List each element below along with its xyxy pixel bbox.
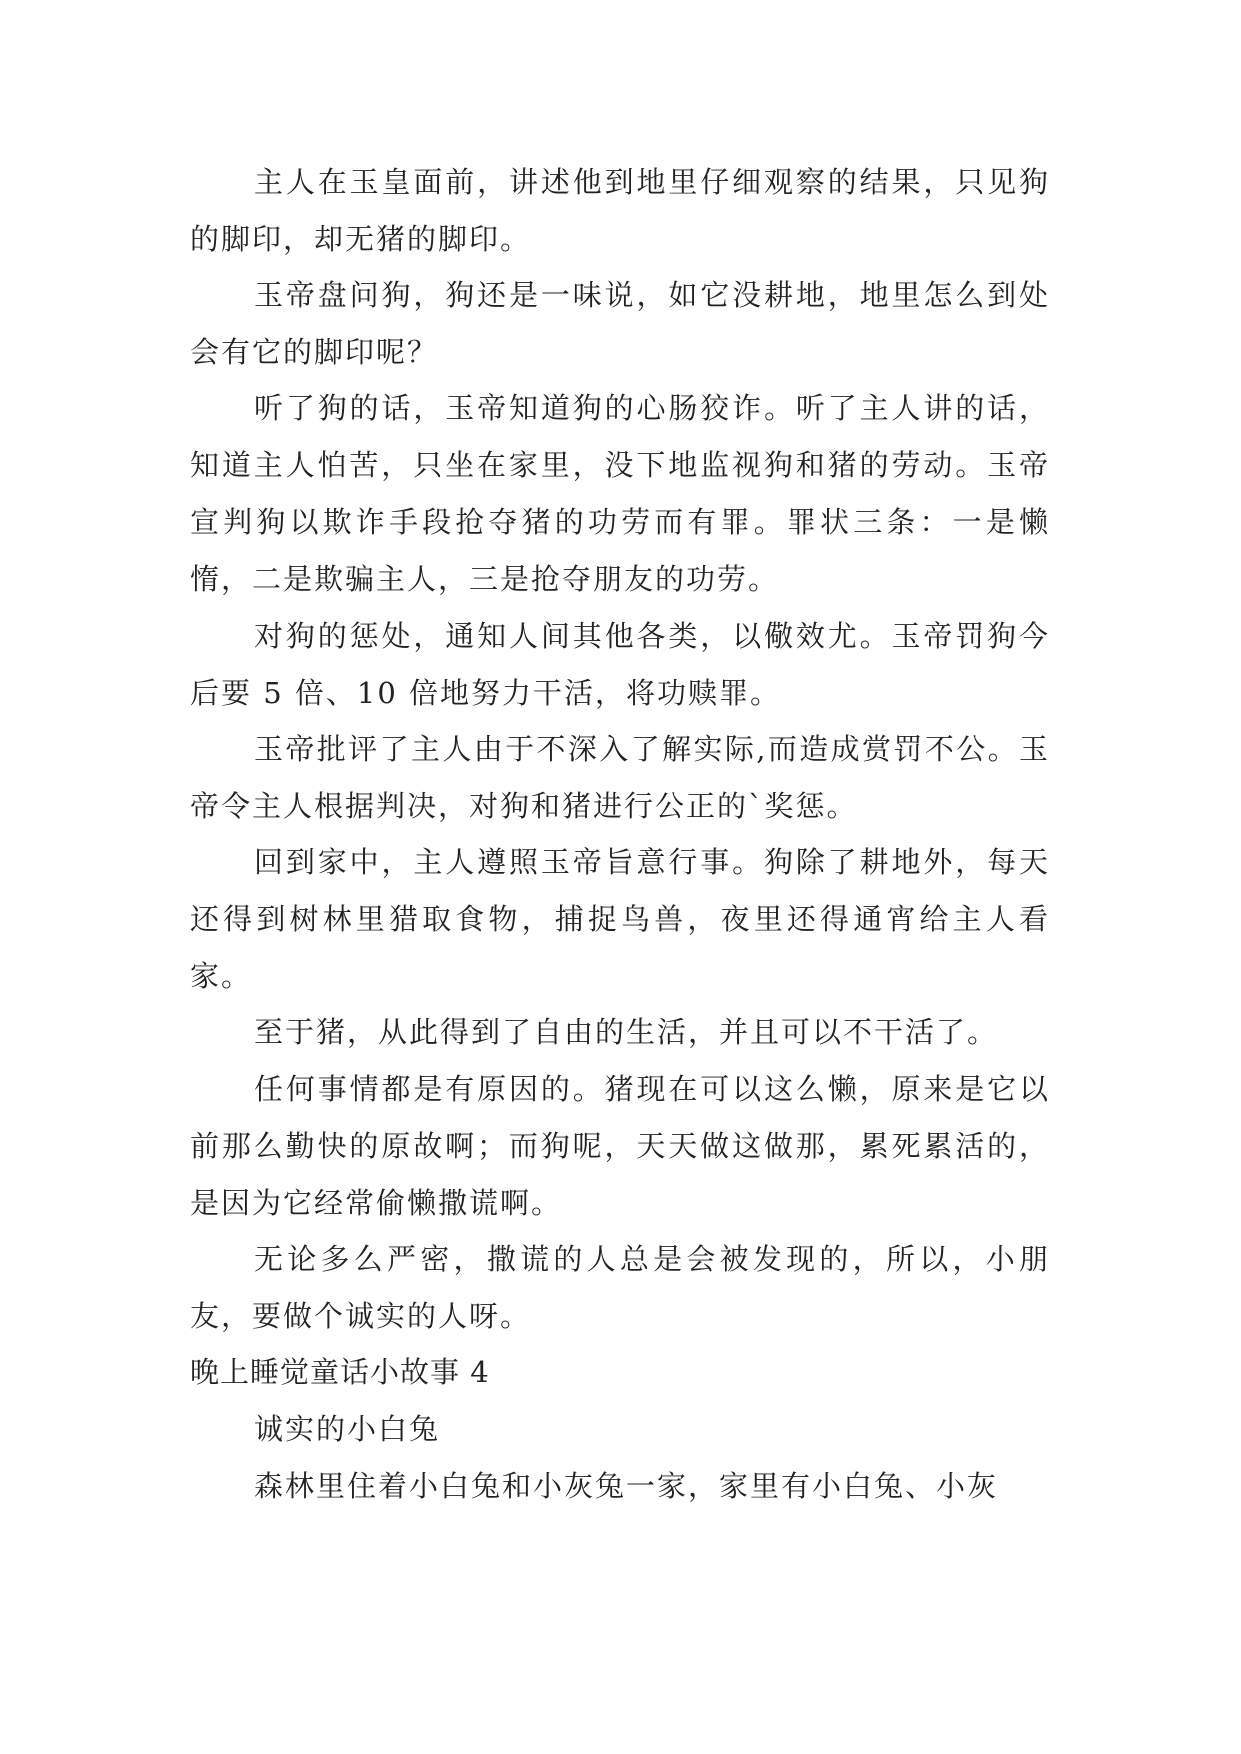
paragraph-8: 任何事情都是有原因的。猪现在可以这么懒，原来是它以前那么勤快的原故啊；而狗呢，天天做这做那，累死累活的，是因为它经常偷懒撒谎啊。 (190, 1072, 1050, 1220)
paragraph-7: 至于猪，从此得到了自由的生活，并且可以不干活了。 (254, 1015, 999, 1049)
paragraph-4: 对狗的惩处，通知人间其他各类，以儆效尤。玉帝罚狗今后要 5 倍、10 倍地努力干活，将功赎罪。 (190, 619, 1050, 710)
paragraph-2: 玉帝盘问狗，狗还是一味说，如它没耕地，地里怎么到处会有它的脚印呢？ (190, 278, 1050, 369)
paragraph-9: 无论多么严密，撒谎的人总是会被发现的，所以，小朋友，要做个诚实的人呀。 (190, 1242, 1050, 1333)
paragraph-5: 玉帝批评了主人由于不深入了解实际,而造成赏罚不公。玉帝令主人根据判决，对狗和猪进行公正的`奖惩。 (190, 732, 1050, 823)
section-heading: 晚上睡觉童话小故事 4 (190, 1355, 490, 1389)
paragraph-3: 听了狗的话，玉帝知道狗的心肠狡诈。听了主人讲的话，知道主人怕苦，只坐在家里，没下地监视狗和猪的劳动。玉帝宣判狗以欺诈手段抢夺猪的功劳而有罪。罪状三条：一是懒惰，二是欺骗主人，三是抢夺朋友的功劳。 (190, 391, 1050, 596)
paragraph-1: 主人在玉皇面前，讲述他到地里仔细观察的结果，只见狗的脚印，却无猪的脚印。 (190, 165, 1050, 256)
story-title: 诚实的小白兔 (254, 1412, 441, 1446)
story-first-line: 森林里住着小白兔和小灰兔一家，家里有小白兔、小灰 (254, 1469, 999, 1503)
paragraph-6: 回到家中，主人遵照玉帝旨意行事。狗除了耕地外，每天还得到树林里猎取食物，捕捉鸟兽，夜里还得通宵给主人看家。 (190, 845, 1050, 993)
